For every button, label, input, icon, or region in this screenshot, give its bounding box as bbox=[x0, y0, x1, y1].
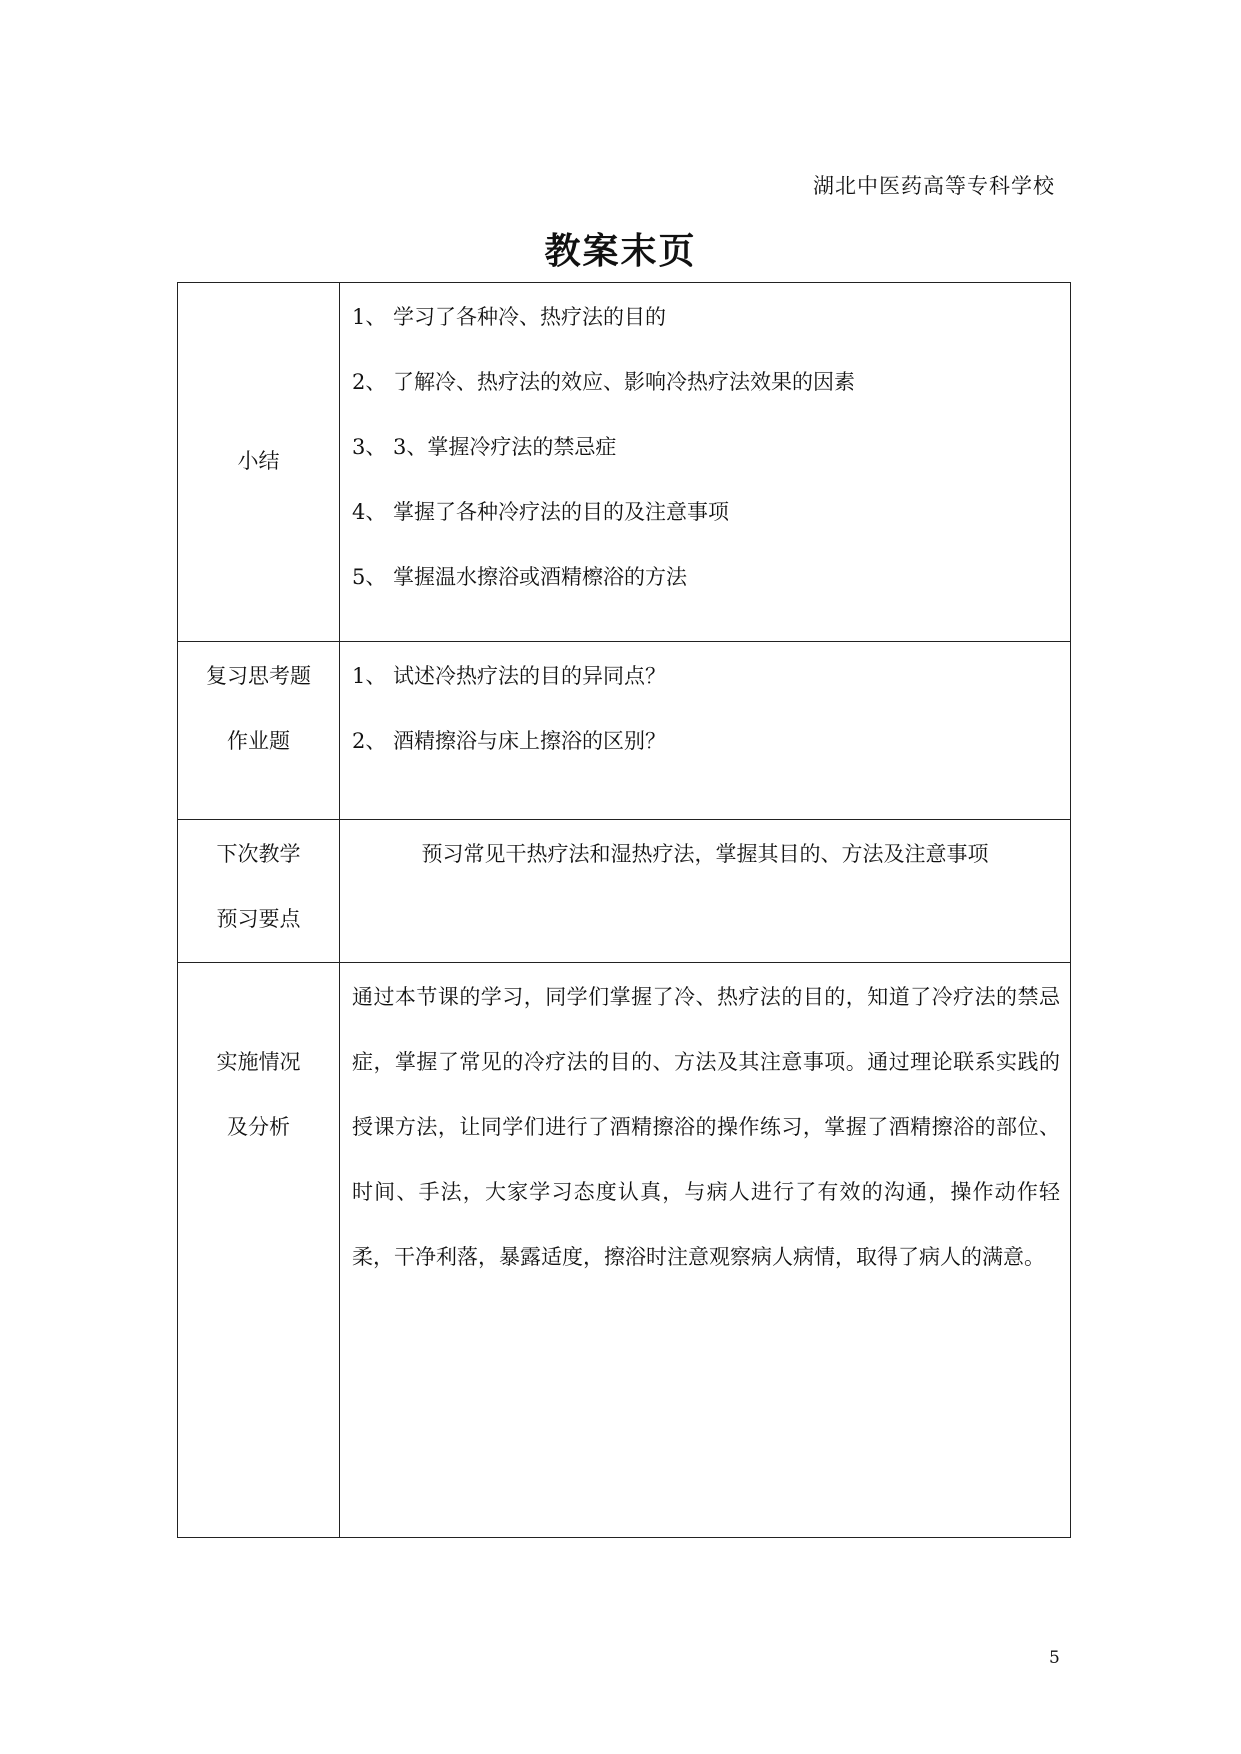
lesson-plan-table bbox=[177, 282, 1071, 1538]
review-label-line-1: 复习思考题 bbox=[206, 664, 311, 688]
summary-row bbox=[178, 283, 1071, 642]
summary-item-4: 4、 掌握了各种冷疗法的目的及注意事项 bbox=[352, 500, 730, 524]
review-content-cell bbox=[340, 642, 1071, 820]
page-title: 教案末页 bbox=[544, 231, 697, 272]
next-text: 预习常见干热疗法和湿热疗法，掌握其目的、方法及注意事项 bbox=[421, 842, 989, 866]
next-label-line-1: 下次教学 bbox=[216, 842, 301, 866]
next-label-line-2: 预习要点 bbox=[216, 907, 301, 931]
review-label-line-2: 作业题 bbox=[227, 729, 290, 753]
summary-item-1: 1、 学习了各种冷、热疗法的目的 bbox=[352, 305, 667, 329]
next-row bbox=[178, 820, 1071, 963]
summary-item-5: 5、 掌握温水擦浴或酒精檫浴的方法 bbox=[352, 565, 688, 589]
analysis-label-line-2: 及分析 bbox=[227, 1115, 290, 1139]
next-label-cell bbox=[178, 820, 340, 963]
review-row bbox=[178, 642, 1071, 820]
analysis-label-line-1: 实施情况 bbox=[216, 1050, 301, 1074]
school-name: 湖北中医药高等专科学校 bbox=[813, 174, 1055, 198]
analysis-label-cell bbox=[178, 963, 340, 1538]
summary-item-2: 2、 了解冷、热疗法的效应、影响冷热疗法效果的因素 bbox=[352, 370, 856, 394]
review-item-1: 1、 试述冷热疗法的目的异同点？ bbox=[352, 664, 667, 688]
review-label-cell bbox=[178, 642, 340, 820]
summary-item-3: 3、 3、掌握冷疗法的禁忌症 bbox=[352, 435, 617, 459]
summary-label: 小结 bbox=[237, 449, 280, 473]
analysis-content-cell bbox=[340, 963, 1071, 1538]
summary-label-cell bbox=[178, 283, 340, 642]
next-content-cell bbox=[340, 820, 1071, 963]
analysis-row bbox=[178, 963, 1071, 1538]
summary-content-cell bbox=[340, 283, 1071, 642]
analysis-text: 通过本节课的学习，同学们掌握了冷、热疗法的目的，知道了冷疗法的禁忌症，掌握了常见的冷疗法的目的、方法及其注意事项。通过理论联系实践的授课方法，让同学们进行了酒精擦浴的操作练习，掌握了酒精擦浴的部位、时间、手法，大家学习态度认真，与病人进行了有效的沟通，操作动作轻柔，干净利落，暴露适度，擦浴时注意观察病人病情，取得了病人的满意。 bbox=[352, 985, 1060, 1269]
page-number: 5 bbox=[1049, 1648, 1060, 1668]
review-item-2: 2、 酒精擦浴与床上擦浴的区别？ bbox=[352, 729, 667, 753]
